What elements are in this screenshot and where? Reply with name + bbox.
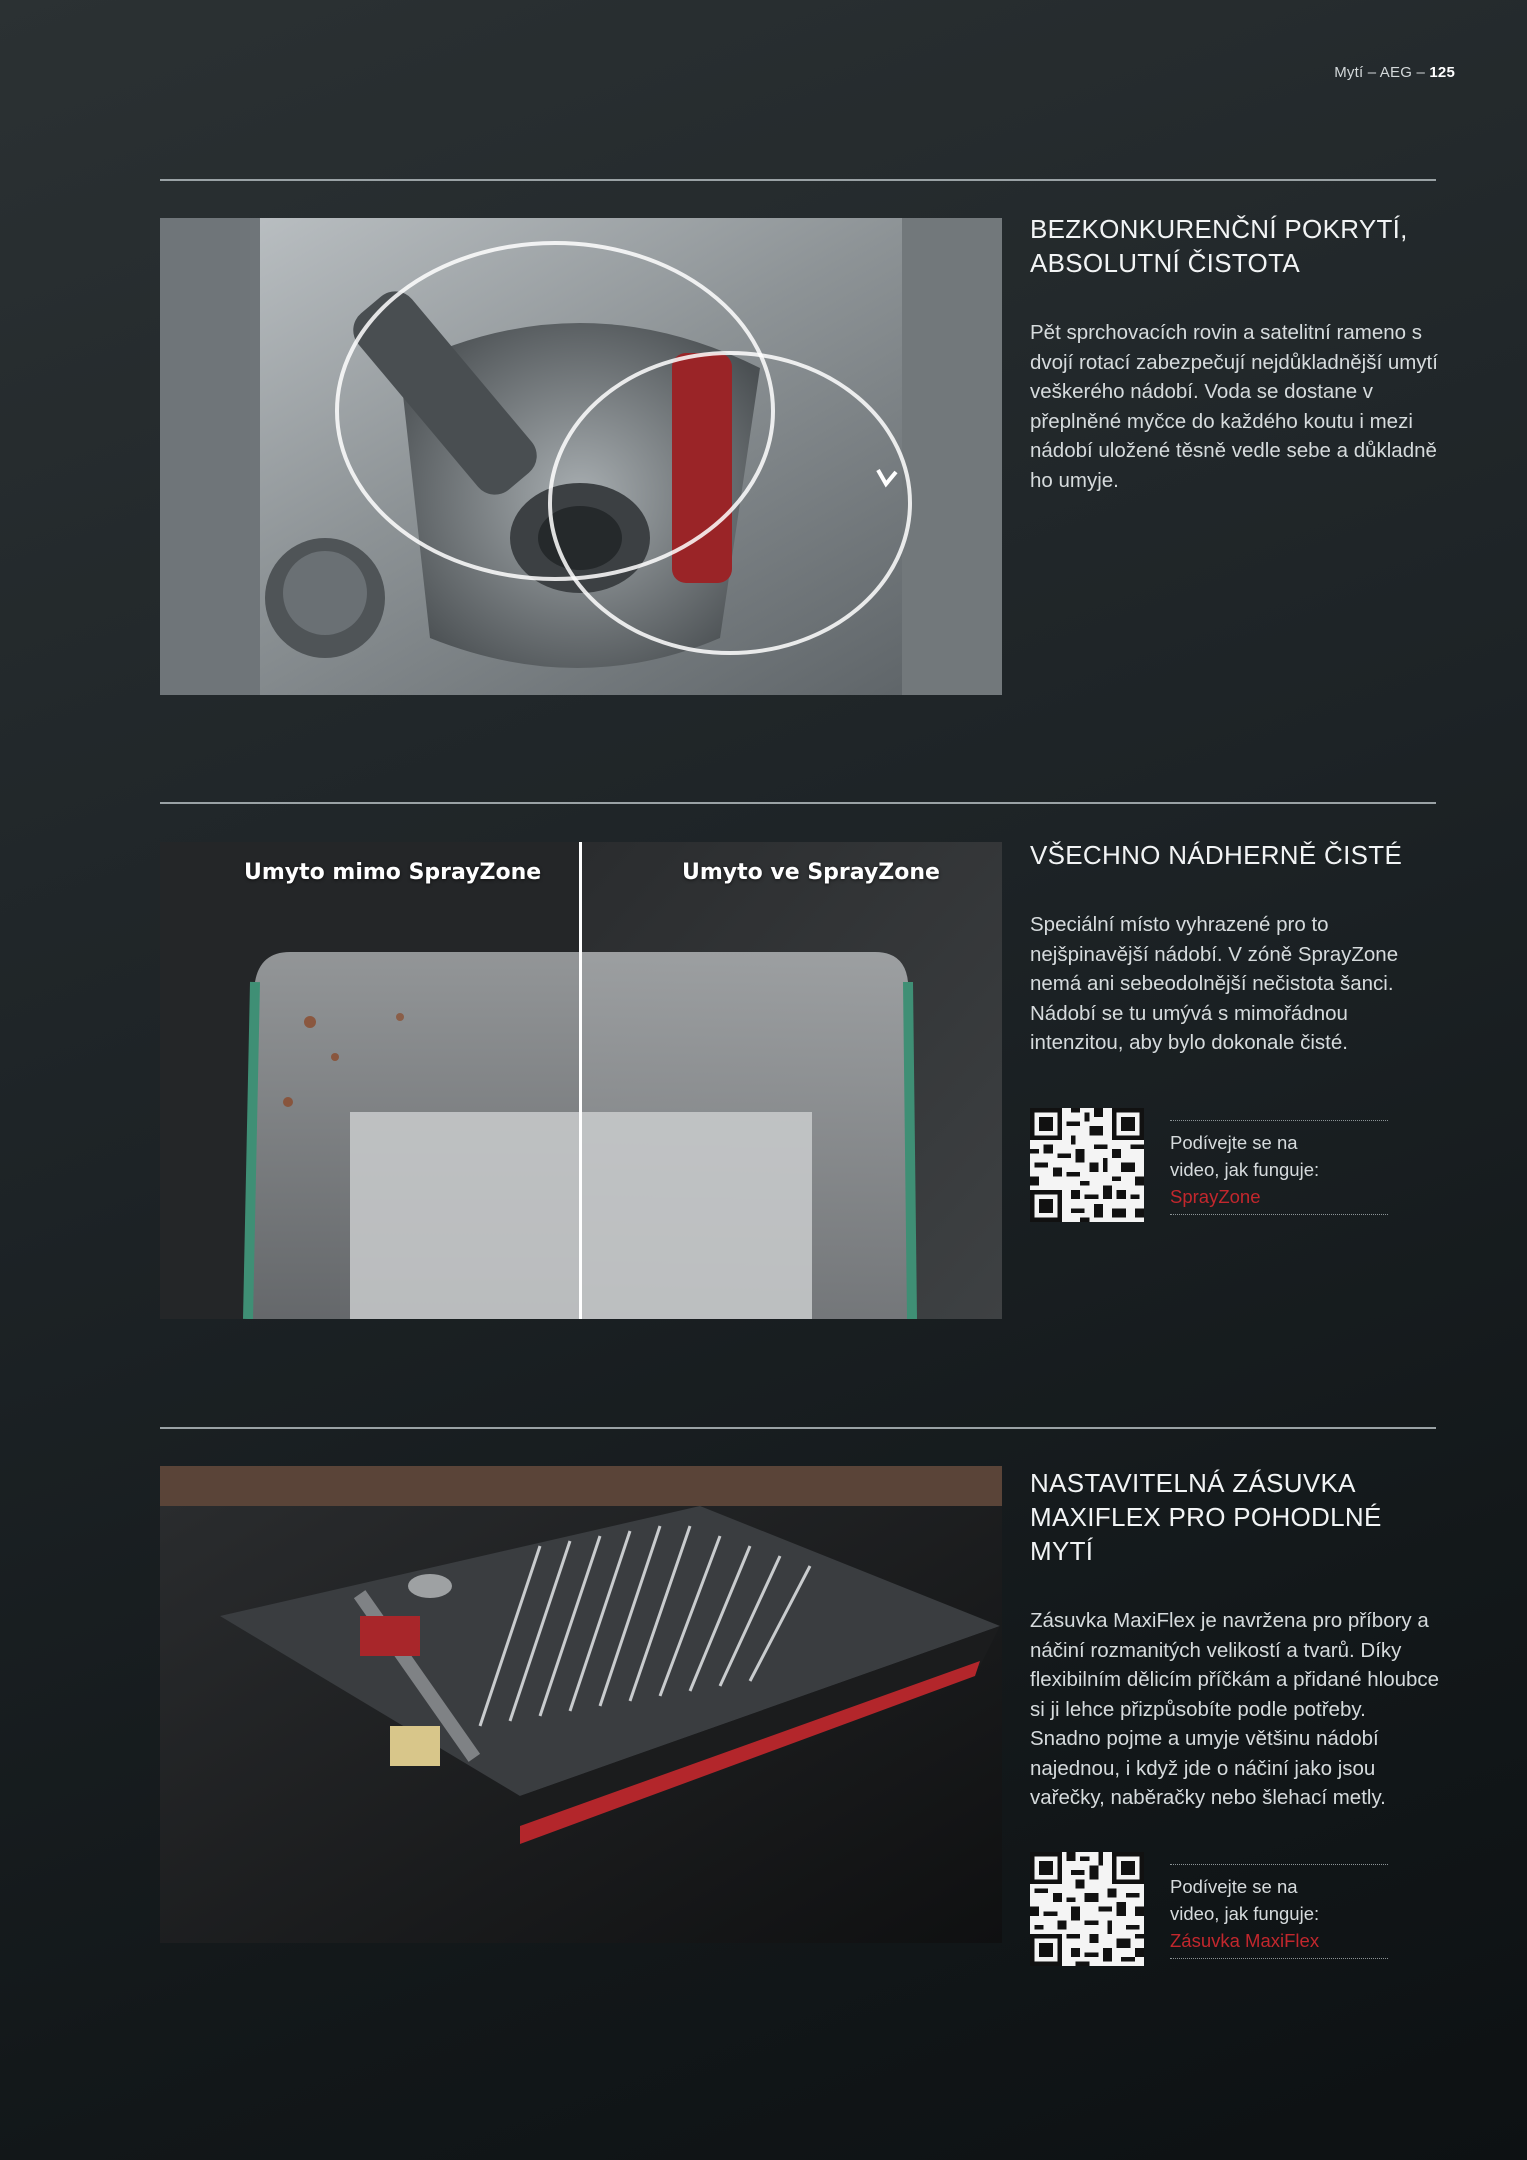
section-body: Speciální místo vyhrazené pro to nejšpinavější nádobí. V zóně SprayZone nemá ani sebeodolnější nečistota šanci. Nádobí se tu umývá s mimořádnou intenzitou, aby bylo dokonale čisté. xyxy=(1030,913,1399,1054)
section-body: Zásuvka MaxiFlex je navržena pro příbory a náčiní rozmanitých velikostí a tvarů. Díky flexibilním dělicím příčkám a přidané hloubce si ji lehce přizpůsobíte podle potřeby. Snadno pojme a umyje většinu nádobí najednou, i když jde o náčiní jako jsou vařečky, naběračky nebo šlehací metly. xyxy=(1030,1609,1440,1809)
section-divider xyxy=(160,802,1436,804)
qr-caption-line-2: video, jak funguje: xyxy=(1170,1903,1320,1924)
section-heading xyxy=(1030,838,1440,872)
qr-caption xyxy=(1170,1864,1388,1959)
maxiflex-drawer-photo xyxy=(160,1466,1002,1943)
heading-line-2: ABSOLUTNÍ ČISTOTA xyxy=(1030,248,1300,278)
heading-line-1: BEZKONKURENČNÍ POKRYTÍ, xyxy=(1030,214,1408,244)
sprayzone-video-link[interactable]: SprayZone xyxy=(1170,1186,1261,1207)
header-section: Mytí – AEG – xyxy=(1334,64,1430,81)
qr-caption-line-2: video, jak funguje: xyxy=(1170,1159,1320,1180)
qr-video-block[interactable] xyxy=(1030,1108,1360,1224)
spray-arm-photo xyxy=(160,218,1002,695)
section-divider xyxy=(160,1427,1436,1429)
sprayzone-comparison-photo xyxy=(160,842,1002,1319)
page-header xyxy=(1334,64,1455,81)
section-divider xyxy=(160,179,1436,181)
heading-line-1: NASTAVITELNÁ ZÁSUVKA xyxy=(1030,1468,1356,1498)
section-body: Pět sprchovacích rovin a satelitní rameno s dvojí rotací zabezpečují nejdůkladnější umytí veškerého nádobí. Voda se dostane v přeplněné myčce do každého koutu i mezi nádobí uložené těsně vedle sebe a důkladně ho umyje. xyxy=(1030,321,1438,492)
qr-code-icon[interactable] xyxy=(1030,1108,1144,1222)
label-outside-sprayzone: Umyto mimo SprayZone xyxy=(244,860,542,885)
qr-caption xyxy=(1170,1120,1388,1215)
label-inside-sprayzone: Umyto ve SprayZone xyxy=(682,860,940,885)
qr-code-icon[interactable] xyxy=(1030,1852,1144,1966)
heading-line-2: MAXIFLEX PRO POHODLNÉ MYTÍ xyxy=(1030,1502,1382,1566)
maxiflex-video-link[interactable]: Zásuvka MaxiFlex xyxy=(1170,1930,1320,1951)
qr-caption-line-1: Podívejte se na xyxy=(1170,1876,1298,1897)
section-3-text xyxy=(1030,1466,1440,1813)
section-heading xyxy=(1030,212,1440,280)
heading-line-1: VŠECHNO NÁDHERNĚ ČISTÉ xyxy=(1030,840,1403,870)
page-number: 125 xyxy=(1429,64,1455,81)
section-1-text xyxy=(1030,212,1440,495)
section-2-text xyxy=(1030,838,1440,1058)
qr-caption-line-1: Podívejte se na xyxy=(1170,1132,1298,1153)
qr-video-block[interactable] xyxy=(1030,1852,1360,1968)
section-heading xyxy=(1030,1466,1440,1568)
